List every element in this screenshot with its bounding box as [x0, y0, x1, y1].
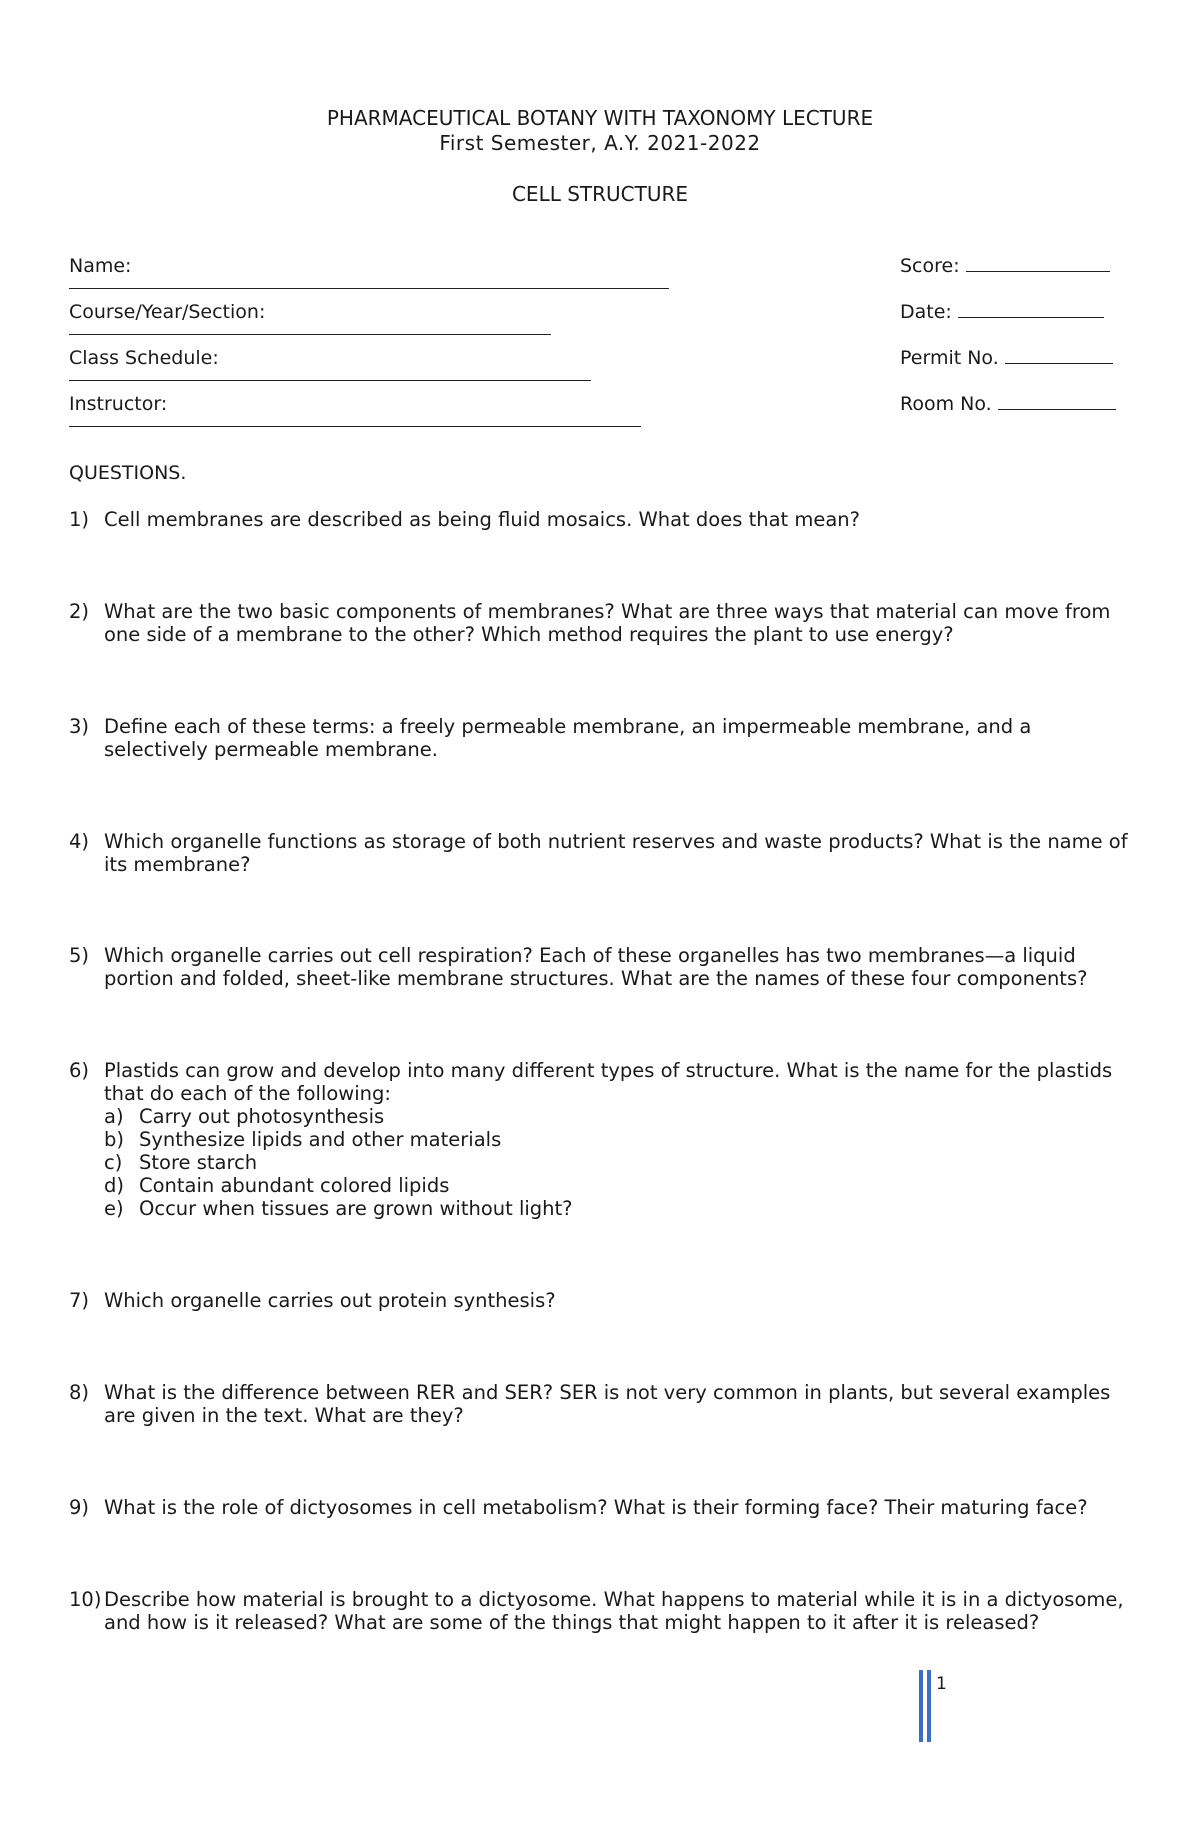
course-row: [69, 301, 1119, 347]
question-number: 2): [69, 600, 90, 623]
question-text: Cell membranes are described as being fluid mosaics. What does that mean?: [104, 508, 861, 531]
sub-question-b: [104, 1128, 1129, 1151]
question-10: [69, 1588, 1129, 1634]
question-number: 6): [69, 1059, 90, 1082]
sub-text: Occur when tissues are grown without light?: [139, 1197, 573, 1220]
question-9: [69, 1496, 1129, 1519]
question-number: 9): [69, 1496, 90, 1519]
sub-question-a: [104, 1105, 1129, 1128]
question-number: 8): [69, 1381, 90, 1404]
name-row: [69, 255, 1119, 301]
score-blank: [966, 255, 1110, 272]
question-6: [69, 1059, 1129, 1220]
question-7: [69, 1289, 1129, 1312]
permit-label: Permit No.: [900, 347, 999, 369]
course-label: Course/Year/Section:: [69, 301, 266, 323]
date-label: Date:: [900, 301, 952, 323]
score-field: [900, 255, 1110, 277]
schedule-row: [69, 347, 1119, 393]
sub-letter: a): [104, 1105, 124, 1128]
score-label: Score:: [900, 255, 960, 277]
date-field: [900, 301, 1104, 323]
question-text: What is the difference between RER and SER? SER is not very common in plants, but several examples are given in the text. What are they?: [104, 1381, 1111, 1427]
question-text: Which organelle carries out cell respiration? Each of these organelles has two membranes—a liquid portion and folded, sheet-like membrane structures. What are the names of these four components?: [104, 944, 1088, 990]
instructor-blank: [69, 426, 641, 427]
question-text: Describe how material is brought to a dictyosome. What happens to material while it is in a dictyosome, and how is it released? What are some of the things that might happen to it after it is released?: [104, 1588, 1124, 1634]
sub-text: Synthesize lipids and other materials: [139, 1128, 502, 1151]
permit-field: [900, 347, 1113, 369]
sub-question-c: [104, 1151, 1129, 1174]
room-label: Room No.: [900, 393, 992, 415]
question-2: [69, 600, 1129, 646]
instructor-label: Instructor:: [69, 393, 168, 415]
question-4: [69, 830, 1129, 876]
sub-letter: c): [104, 1151, 123, 1174]
sub-question-d: [104, 1174, 1129, 1197]
sub-letter: e): [104, 1197, 124, 1220]
sub-question-list: [69, 1105, 1129, 1220]
question-text: What is the role of dictyosomes in cell metabolism? What is their forming face? Their maturing face?: [104, 1496, 1088, 1519]
questions-heading: QUESTIONS.: [69, 462, 187, 484]
footer-bar-right: [927, 1670, 931, 1742]
course-title: PHARMACEUTICAL BOTANY WITH TAXONOMY LECTURE: [326, 106, 874, 130]
name-blank: [69, 288, 669, 289]
question-5: [69, 944, 1129, 990]
name-label: Name:: [69, 255, 132, 277]
room-field: [900, 393, 1116, 415]
question-number: 1): [69, 508, 90, 531]
sub-text: Carry out photosynthesis: [139, 1105, 385, 1128]
topic-title: CELL STRUCTURE: [511, 182, 689, 206]
question-text: Which organelle functions as storage of both nutrient reserves and waste products? What is the name of its membrane?: [104, 830, 1128, 876]
question-text: What are the two basic components of membranes? What are three ways that material can move from one side of a membrane to the other? Which method requires the plant to use energy?: [104, 600, 1111, 646]
sub-question-e: [104, 1197, 1129, 1220]
instructor-row: [69, 393, 1119, 439]
question-text: Which organelle carries out protein synthesis?: [104, 1289, 556, 1312]
question-8: [69, 1381, 1129, 1427]
permit-blank: [1005, 347, 1113, 364]
sub-text: Store starch: [139, 1151, 258, 1174]
page-number: 1: [936, 1674, 947, 1694]
date-blank: [958, 301, 1104, 318]
sub-letter: b): [104, 1128, 124, 1151]
sub-letter: d): [104, 1174, 124, 1197]
course-blank: [69, 334, 551, 335]
question-number: 4): [69, 830, 90, 853]
room-blank: [998, 393, 1116, 410]
schedule-blank: [69, 380, 591, 381]
question-number: 5): [69, 944, 90, 967]
question-text: Define each of these terms: a freely permeable membrane, an impermeable membrane, and a selectively permeable membrane.: [104, 715, 1032, 761]
question-number: 3): [69, 715, 90, 738]
question-1: [69, 508, 1129, 531]
schedule-label: Class Schedule:: [69, 347, 219, 369]
sub-text: Contain abundant colored lipids: [139, 1174, 450, 1197]
semester-line: First Semester, A.Y. 2021-2022: [439, 131, 761, 155]
footer-bar-left: [919, 1670, 923, 1742]
question-text: Plastids can grow and develop into many different types of structure. What is the name for the plastids that do each of the following:: [104, 1059, 1113, 1105]
question-3: [69, 715, 1129, 761]
question-number: 10): [69, 1588, 102, 1611]
question-number: 7): [69, 1289, 90, 1312]
